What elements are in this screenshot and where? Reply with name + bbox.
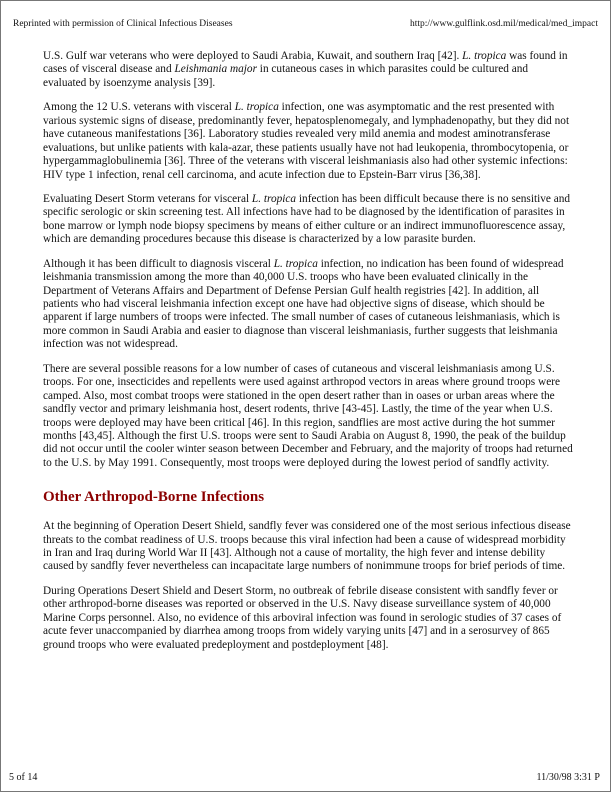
paragraph (43, 520, 574, 574)
italic-term: L. tropica (273, 257, 318, 270)
page-header (1, 1, 610, 29)
italic-term: L. tropica (234, 101, 279, 114)
paragraph (43, 585, 574, 652)
text-segment: At the beginning of Operation Desert Shield, sandfly fever was considered one of the most serious infectious disease threats to the combat readiness of U.S. troops because this viral infection had been a cause of widespread morbidity in Iran and Iraq during World War II [43]. Although not a cause of mortality, the high fever and intense debility caused by sandfly fever nevertheless can incapacitate large numbers of nonimmune troops for brief periods of time. (43, 520, 571, 573)
text-segment: infection, no indication has been found of widespread leishmania transmission among the more than 40,000 U.S. troops who have been evaluated clinically in the Department of Veterans Affairs and Department of Defense Persian Gulf health registries [42]. In addition, all patients who had visceral leishmania infection except one have had objective signs of disease, which should be apparent if large numbers of troops were infected. The small number of cases of cutaneous leishmaniasis, which is more common in Saudi Arabia and easier to diagnose than visceral leishmaniasis, further suggests that leishmania infection was not widespread. (43, 257, 564, 351)
text-segment: U.S. Gulf war veterans who were deployed to Saudi Arabia, Kuwait, and southern Iraq [42]. (43, 50, 463, 62)
footer-print-timestamp: 11/30/98 3:31 P (536, 772, 600, 783)
text-segment: infection, one was asymptomatic and the rest presented with various systemic signs of disease, predominantly fever, hepatosplenomegaly, and lymphadenopathy, but they did not have cutaneous manifestations [36]. Laboratory studies revealed very mild anemia and modest aminotransferase evaluations, but unlike patients with kala-azar, these patients usually have not had leukopenia, thrombocytopenia, or hypergammaglobulinemia [36]. Three of the veterans with visceral leishmaniasis also had other systemic infections: HIV type 1 infection, renal cell carcinoma, and acute infection due to Epstein-Barr virus [36,38]. (43, 101, 570, 181)
italic-term: L. tropica (251, 192, 297, 205)
paragraph (43, 101, 574, 182)
text-segment: There are several possible reasons for a low number of cases of cutaneous and visceral leishmaniasis among U.S. troops. For one, insecticides and repellents were used against arthropod vectors in areas where ground troops were camped. Also, most combat troops were stationed in the open desert rather than in oases or urban areas where the sandfly vector and primary leishmania host, desert rodents, thrive [43-45]. Lastly, the time of the year when U.S. troops were deployed may have been critical [46]. In this region, sandflies are most active during the hot summer months [43,45]. Although the first U.S. troops were sent to Saudi Arabia on August 8, 1990, the peak of the buildup did not occur until the cooler winter season between December and February, and the majority of troops had returned to the U.S. by May 1991. Consequently, most troops were deployed during the lowest period of sandfly activity. (43, 362, 573, 469)
paragraph (43, 363, 574, 471)
page-footer (9, 772, 600, 783)
document-content (1, 29, 610, 652)
paragraph (43, 258, 574, 352)
italic-term: Leishmania major (174, 63, 257, 76)
italic-term: L. tropica (462, 50, 507, 62)
footer-page-number: 5 of 14 (9, 772, 38, 783)
section-heading: Other Arthropod-Borne Infections (43, 489, 265, 506)
text-segment: Among the 12 U.S. veterans with visceral (43, 101, 235, 114)
text-segment: Although it has been difficult to diagnosis visceral (43, 257, 274, 270)
text-segment: in cutaneous cases in which parasites could be cultured and evaluated by isoenzyme analysis [39]. (43, 63, 529, 89)
text-segment: infection has been difficult because there is no sensitive and specific serologic or skin screening test. All infections have had to be diagnosed by the identification of parasites in bone marrow or lymph node biopsy specimens by means of either culture or an indirect immunofluorescence assay, which are demanding procedures because this disease is characterized by a low parasite burden. (43, 192, 571, 246)
text-segment: Evaluating Desert Storm veterans for visceral (43, 192, 252, 205)
header-reprint-note: Reprinted with permission of Clinical Infectious Diseases (13, 19, 233, 29)
header-source-url: http://www.gulflink.osd.mil/medical/med_impact (409, 19, 598, 29)
paragraph (43, 50, 574, 90)
paragraph (43, 193, 574, 247)
text-segment: was found in cases of visceral disease and (43, 50, 568, 76)
text-segment: During Operations Desert Shield and Desert Storm, no outbreak of febrile disease consistent with sandfly fever or other arthropod-borne diseases was reported or observed in the U.S. Navy disease surveillance system of 40,000 Marine Corps personnel. Also, no evidence of this arboviral infection was found in serologic studies of 37 cases of acute fever unaccompanied by diarrhea among troops from widely varying units [47] and in a serosurvey of 865 ground troops who were evaluated predeployment and postdeployment [48]. (43, 584, 562, 651)
